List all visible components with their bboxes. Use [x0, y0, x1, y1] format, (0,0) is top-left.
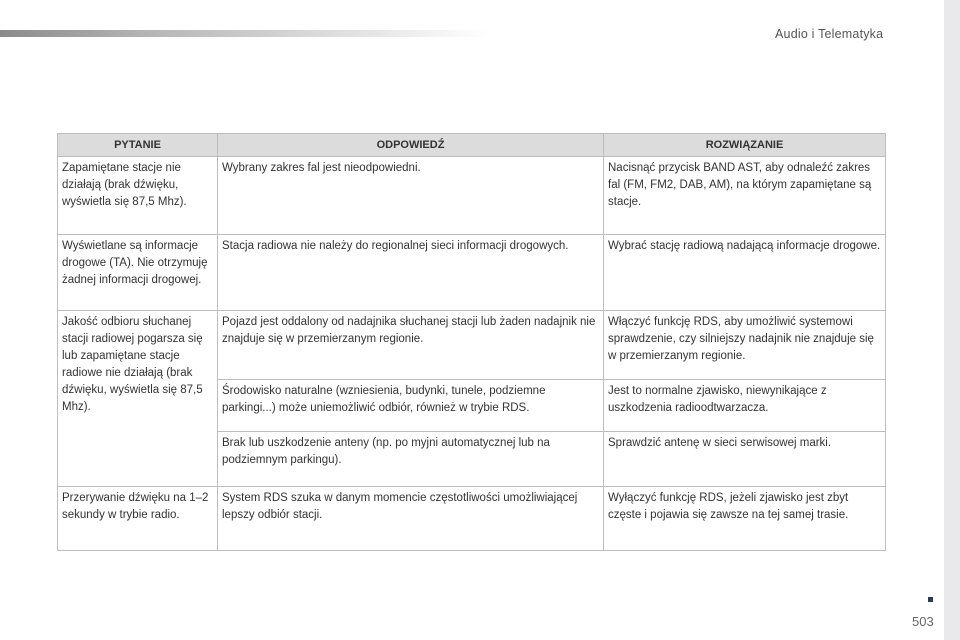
answer-cell: System RDS szuka w danym momencie częstotliwości umożliwiającej lepszy odbiór stacji. — [218, 487, 604, 551]
solution-cell: Włączyć funkcję RDS, aby umożliwić systemowi sprawdzenie, czy silniejszy nadajnik nie znajduje się w przemierzanym regionie. — [604, 311, 886, 380]
column-header-question: PYTANIE — [58, 134, 218, 157]
answer-cell: Stacja radiowa nie należy do regionalnej sieci informacji drogowych. — [218, 235, 604, 311]
table-header-row — [58, 134, 886, 157]
page-number: 503 — [912, 614, 934, 629]
column-header-solution: ROZWIĄZANIE — [604, 134, 886, 157]
solution-cell: Wybrać stację radiową nadającą informacje drogowe. — [604, 235, 886, 311]
solution-cell: Wyłączyć funkcję RDS, jeżeli zjawisko jest zbyt częste i pojawia się zawsze na tej samej trasie. — [604, 487, 886, 551]
header-gradient-bar — [0, 30, 490, 37]
table-row — [58, 235, 886, 311]
section-title: Audio i Telematyka — [775, 27, 884, 41]
faq-table — [57, 133, 886, 551]
table-row — [58, 487, 886, 551]
question-cell: Przerywanie dźwięku na 1–2 sekundy w trybie radio. — [58, 487, 218, 551]
answer-cell: Środowisko naturalne (wzniesienia, budynki, tunele, podziemne parkingi...) może uniemożliwić odbiór, również w trybie RDS. — [218, 380, 604, 432]
solution-cell: Sprawdzić antenę w sieci serwisowej marki. — [604, 432, 886, 487]
page-edge-strip — [944, 0, 960, 640]
table-row — [58, 311, 886, 380]
answer-cell: Brak lub uszkodzenie anteny (np. po myjni automatycznej lub na podziemnym parkingu). — [218, 432, 604, 487]
solution-cell: Jest to normalne zjawisko, niewynikające z uszkodzenia radioodtwarzacza. — [604, 380, 886, 432]
page-marker-square — [928, 597, 933, 602]
question-cell: Zapamiętane stacje nie działają (brak dźwięku, wyświetla się 87,5 Mhz). — [58, 157, 218, 235]
answer-cell: Pojazd jest oddalony od nadajnika słuchanej stacji lub żaden nadajnik nie znajduje się w przemierzanym regionie. — [218, 311, 604, 380]
question-cell: Wyświetlane są informacje drogowe (TA). Nie otrzymuję żadnej informacji drogowej. — [58, 235, 218, 311]
column-header-answer: ODPOWIEDŹ — [218, 134, 604, 157]
solution-cell: Nacisnąć przycisk BAND AST, aby odnaleźć zakres fal (FM, FM2, DAB, AM), na którym zapamiętane są stacje. — [604, 157, 886, 235]
question-cell: Jakość odbioru słuchanej stacji radiowej pogarsza się lub zapamiętane stacje radiowe nie działają (brak dźwięku, wyświetla się 87,5 Mhz). — [58, 311, 218, 487]
table-row — [58, 157, 886, 235]
answer-cell: Wybrany zakres fal jest nieodpowiedni. — [218, 157, 604, 235]
